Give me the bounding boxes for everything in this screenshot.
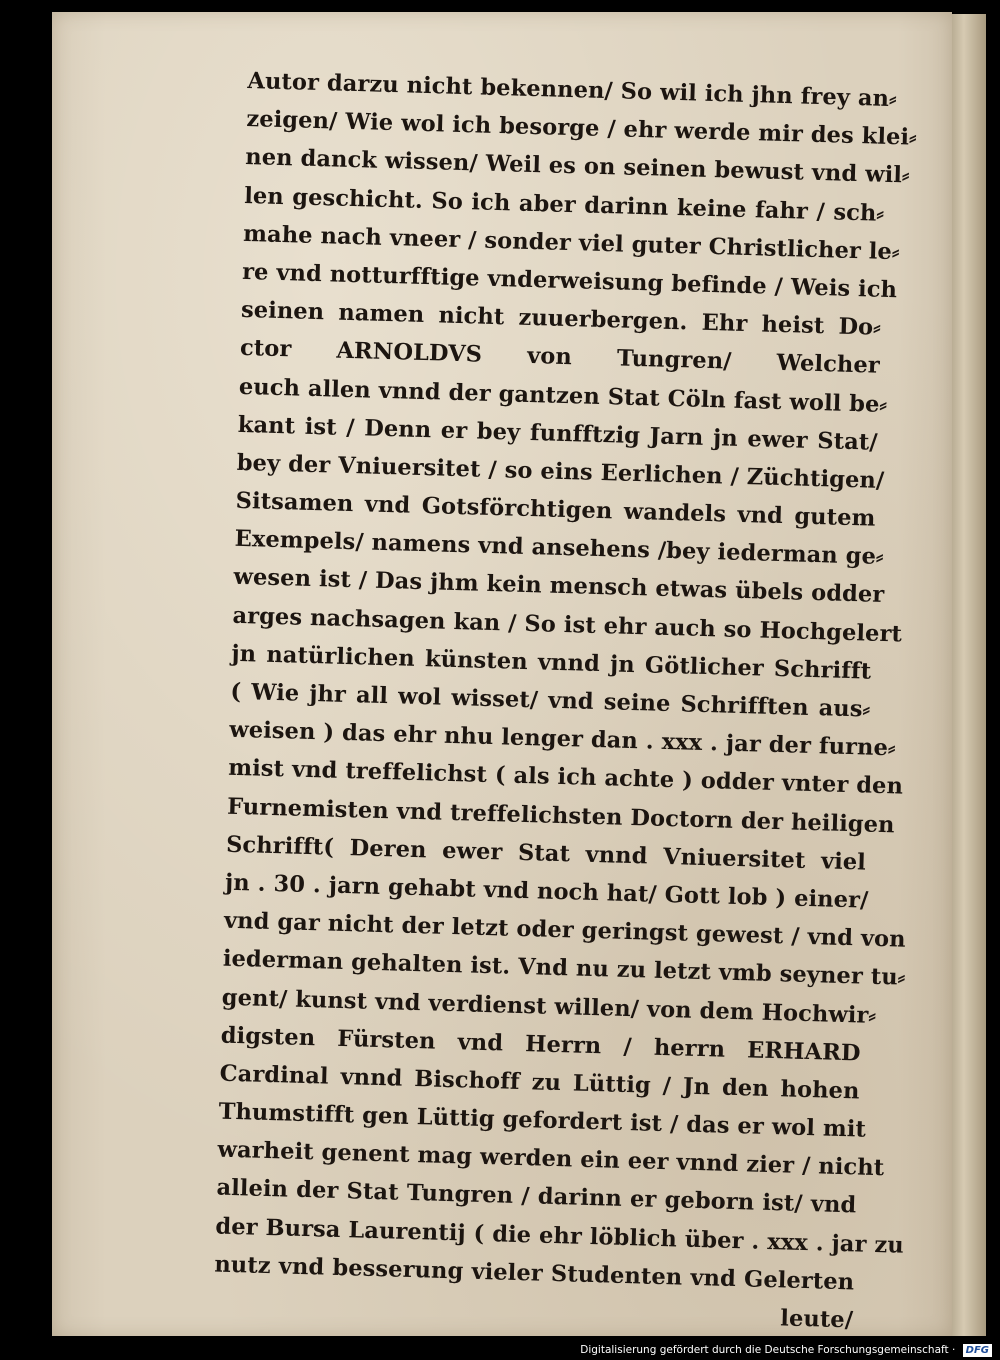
text-line: vnd gar nicht der letzt oder geringst gewest / vnd von (223, 907, 906, 953)
text-line: allein der Stat Tungren / darinn er geborn ist/ vnd (216, 1175, 857, 1219)
text-line: iederman gehalten ist. Vnd nu zu letzt vmb seyner tu⸗ (222, 945, 906, 992)
text-line: bey der Vniuersitet / so eins Eerlichen / Züchtigen/ (236, 449, 885, 494)
book-spine-edge (952, 14, 986, 1336)
text-line: nen danck wissen/ Weil es on seinen bewust vnd wil⸗ (244, 144, 910, 189)
text-line: weisen ) das ehr nhu lenger dan . xxx . jar der furne⸗ (228, 716, 896, 762)
digitization-footer (0, 1342, 992, 1358)
text-line: ( Wie jhr all wol wisset/ vnd seine Schrifften aus⸗ (230, 678, 871, 723)
text-line: Autor darzu nicht bekennen/ So wil ich jhn frey an⸗ (247, 67, 898, 113)
fraktur-text-block (213, 62, 918, 1340)
text-line: Sitsamen vnd Gotsförchtigen wandels vnd gutem (235, 487, 876, 532)
text-line: jn natürlichen künsten vnnd jn Götlicher Schrifft (231, 640, 872, 685)
text-line: arges nachsagen kan / So ist ehr auch so Hochgelert (232, 602, 903, 648)
text-line: digsten Fürsten vnd Herrn / herrn ERHARD (220, 1022, 861, 1067)
text-line: zeigen/ Wie wol ich besorge / ehr werde mir des klei⸗ (246, 106, 918, 151)
text-line: Thumstifft gen Lüttig gefordert ist / das er wol mit (218, 1098, 867, 1143)
text-line: gent/ kunst vnd verdienst willen/ von dem Hochwir⸗ (221, 984, 877, 1029)
text-line: leute/ (780, 1305, 854, 1334)
text-line: wesen ist / Das jhm kein mensch etwas übels odder (233, 564, 885, 609)
text-line: seinen namen nicht zuuerbergen. Ehr heist Do⸗ (240, 297, 882, 341)
text-line: warheit genent mag werden ein eer vnnd zier / nicht (217, 1136, 885, 1182)
text-line: re vnd notturfftige vnderweisung befinde / Weis ich (241, 258, 898, 304)
text-line: jn . 30 . jarn gehabt vnd noch hat/ Gott lob ) einer/ (224, 869, 869, 914)
text-line: Schrifft( Deren ewer Stat vnnd Vniuersitet viel (225, 831, 867, 876)
text-line: kant ist / Denn er bey funfftzig Jarn jn ewer Stat/ (237, 411, 878, 456)
text-line: der Bursa Laurentij ( die ehr löblich über . xxx . jar zu (215, 1213, 905, 1259)
text-line: euch allen vnnd der gantzen Stat Cöln fast woll be⸗ (238, 373, 888, 418)
text-line: Cardinal vnnd Bischoff zu Lüttig / Jn den hohen (219, 1060, 860, 1105)
text-line: nutz vnd besserung vieler Studenten vnd Gelerten (214, 1251, 855, 1296)
funding-credit: Digitalisierung gefördert durch die Deutsche Forschungsgemeinschaft · (580, 1344, 956, 1356)
text-line: mahe nach vneer / sonder viel guter Christlicher le⸗ (242, 220, 900, 266)
dfg-logo: DFG (963, 1344, 992, 1357)
text-line: Furnemisten vnd treffelichsten Doctorn der heiligen (226, 793, 895, 838)
text-line: Exempels/ namens vnd ansehens /bey iederman ge⸗ (234, 526, 884, 571)
text-line: ctor ARNOLDVS von Tungren/ Welcher (239, 335, 881, 380)
text-line: len geschicht. So ich aber darinn keine fahr / sch⸗ (243, 182, 885, 227)
text-line: mist vnd treffelichst ( als ich achte ) odder vnter den (227, 755, 904, 800)
